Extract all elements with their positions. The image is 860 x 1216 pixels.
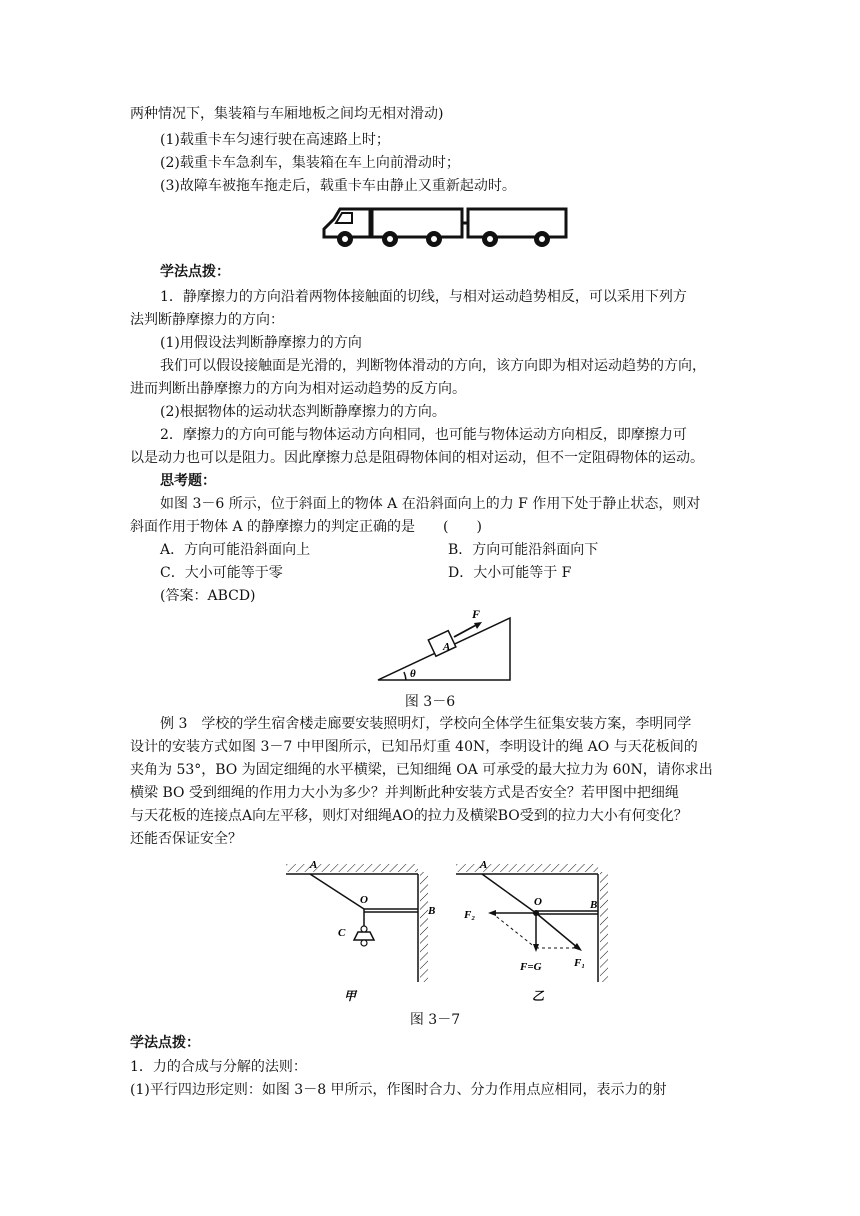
section-heading: 学法点拨： (160, 264, 230, 280)
question-item: (2)载重卡车急刹车，集装箱在车上向前滑动时； (160, 155, 460, 171)
figure-caption: 图 3－6 (404, 694, 456, 710)
paragraph-line: 以是动力也可以是阻力。因此摩擦力总是阻碍物体间的相对运动，但不一定阻碍物体的运动。 (130, 450, 704, 466)
question-stem: 斜面作用于物体 A 的静摩擦力的判定正确的是 ( ) (130, 519, 482, 535)
section-heading: 思考题： (160, 473, 216, 489)
paragraph-line: 1．力的合成与分解的法则： (130, 1059, 307, 1075)
example-line: 设计的安装方式如图 3－7 中甲图所示，已知吊灯重 40N，李明设计的绳 AO 与天花板间的 (130, 739, 698, 755)
option-a: A．方向可能沿斜面向上 (160, 542, 311, 558)
option-b: B．方向可能沿斜面向下 (448, 542, 599, 558)
paragraph-line: 我们可以假设接触面是光滑的，判断物体滑动的方向，该方向即为相对运动趋势的方向， (160, 358, 706, 374)
question-item: (1)载重卡车匀速行驶在高速路上时； (160, 132, 390, 148)
question-item: (3)故障车被拖车拖走后，载重卡车由静止又重新起动时。 (160, 178, 516, 194)
angle-label: θ (410, 668, 416, 680)
paragraph-line: (1)平行四边形定则：如图 3－8 甲所示，作图时合力、分力作用点应相同，表示力的射 (130, 1082, 667, 1098)
point-b-label: B (428, 905, 436, 917)
block-label: A (443, 641, 451, 653)
truck-figure (320, 205, 572, 251)
incline-figure (370, 600, 520, 686)
example-line: 横梁 BO 受到细绳的作用力大小为多少？并判断此种安装方式是否安全？若甲图中把细绳 (130, 785, 679, 801)
question-stem: 如图 3－6 所示，位于斜面上的物体 A 在沿斜面向上的力 F 作用下处于静止状态，则对 (160, 496, 701, 512)
point-c-label: C (338, 927, 346, 939)
example-line: 还能否保证安全？ (130, 831, 242, 847)
example-line: 例 3 学校的学生宿舍楼走廊要安装照明灯，学校向全体学生征集安装方案，李明同学 (160, 716, 692, 732)
force-g-label: F=G (520, 961, 542, 973)
example-line: 与天花板的连接点A向左平移，则灯对细绳AO的拉力及横梁BO受到的拉力大小有何变化？ (130, 808, 688, 824)
option-c: C．大小可能等于零 (160, 565, 283, 581)
answer-line: (答案：ABCD) (160, 588, 256, 604)
text-line: 两种情况下，集装箱与车厢地板之间均无相对滑动) (130, 106, 444, 122)
force-label: F (472, 607, 481, 621)
point-a-label: A (310, 859, 318, 871)
figure-right-label: 乙 (532, 989, 545, 1003)
paragraph-line: 法判断静摩擦力的方向： (130, 312, 284, 328)
point-o-label: O (534, 896, 542, 908)
point-a-label: A (480, 859, 488, 871)
figure-caption: 图 3－7 (409, 1012, 461, 1028)
paragraph-line: 1．静摩擦力的方向沿着两物体接触面的切线，与相对运动趋势相反，可以采用下列方 (160, 289, 687, 305)
paragraph-line: 2．摩擦力的方向可能与物体运动方向相同，也可能与物体运动方向相反，即摩擦力可 (160, 427, 687, 443)
figure-left-label: 甲 (344, 989, 357, 1003)
force-f1-label: F₁ (574, 957, 586, 969)
force-f2-label: F₂ (464, 909, 476, 921)
paragraph-line: (2)根据物体的运动状态判断静摩擦力的方向。 (160, 404, 446, 420)
point-b-label: B (590, 899, 598, 911)
example-line: 夹角为 53°，BO 为固定细绳的水平横梁，已知细绳 OA 可承受的最大拉力为 60N，请你求出 (130, 762, 713, 778)
option-d: D．大小可能等于 F (448, 565, 572, 581)
paragraph-line: 进而判断出静摩擦力的方向为相对运动趋势的反方向。 (130, 381, 466, 397)
section-heading: 学法点拨： (130, 1035, 200, 1051)
force-figure-right (452, 852, 614, 1004)
lamp-figure-left (282, 852, 442, 1004)
point-o-label: O (360, 894, 368, 906)
paragraph-line: (1)用假设法判断静摩擦力的方向 (160, 335, 362, 351)
